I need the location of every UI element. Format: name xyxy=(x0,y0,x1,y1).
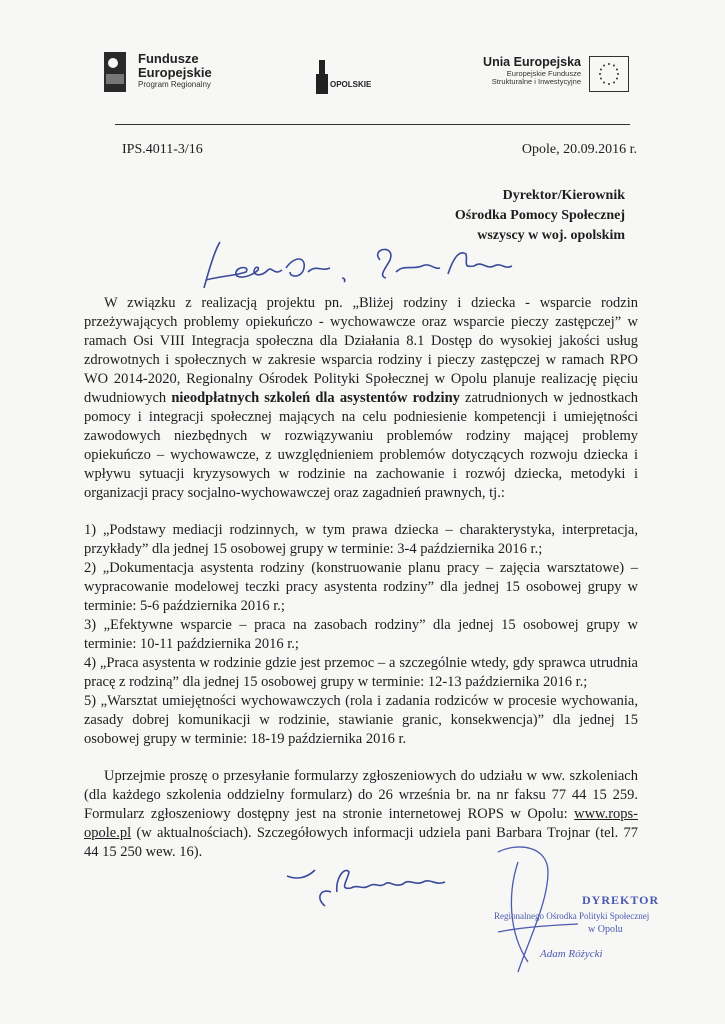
intro-paragraph xyxy=(84,294,638,503)
fe-emblem-icon xyxy=(104,52,126,92)
rops-website-link[interactable]: www.rops-opole.pl xyxy=(84,806,638,841)
addressee-line: Dyrektor/Kierownik xyxy=(502,188,625,203)
list-item: 2) „Dokumentacja asystenta rodziny (konstruowanie planu pracy – zajęcia warsztatowe) – wypracowanie modelowej teczki pracy asystenta rodziny” dla jednej 15 osobowej grupy w terminie: 5-6 października 2016 r.; xyxy=(84,560,638,614)
ue-logo-line1: Unia Europejska xyxy=(483,55,581,69)
eu-flag-icon xyxy=(589,56,629,92)
fe-logo-line2: Europejskie xyxy=(138,64,212,80)
reference-number: IPS.4011-3/16 xyxy=(122,142,203,157)
list-item: 5) „Warsztat umiejętności wychowawczych (rola i zadania rodziców w procesie wychowania, zasady dobrej komunikacji w rodzinie, stawianie granic, konsekwencja)” dla jednej 15 osobowej grupy w terminie: 18-19 października 2016 r. xyxy=(84,693,638,747)
stamp-organization: Regionalnego Ośrodka Polityki Społecznej xyxy=(494,911,650,921)
letter-date: Opole, 20.09.2016 r. xyxy=(521,142,637,157)
handwritten-salutation xyxy=(190,236,530,296)
intro-bold-text: nieodpłatnych szkoleń dla asystentów rodziny xyxy=(171,390,460,406)
handwritten-closing xyxy=(285,858,485,908)
list-item: 1) „Podstawy mediacji rodzinnych, w tym prawa dziecka – charakterystyka, interpretacja, przykłady” dla jednej 15 osobowej grupy w terminie: 3-4 października 2016 r.; xyxy=(84,522,638,557)
opolskie-label: OPOLSKIE xyxy=(330,80,372,89)
training-list xyxy=(84,521,638,749)
addressee-line: wszyscy w woj. opolskim xyxy=(477,228,625,243)
tower-icon xyxy=(319,60,325,94)
fe-logo-line3: Program Regionalny xyxy=(138,80,211,90)
intro-text: W związku z realizacją projektu pn. „Bliżej rodziny i dziecka - wsparcie rodzin przeżywających problemy opiekuńczo - wychowawcze oraz wsparcie pieczy zastępczej” w ramach Osi VIII Integracja społeczna dla Działania 8.1 Dostęp do wysokiej jakości usług zdrowotnych i społecznych w zakresie wsparcia rodziny i pieczy zastępczej w ramach RPO WO 2014-2020, Regionalny Ośrodek Polityki Społecznej w Opolu planuje realizację pięciu dwudniowych xyxy=(84,295,638,406)
ue-logo-line3: Strukturalne i Inwestycyjne xyxy=(491,77,581,86)
ue-logo-line2: Europejskie Fundusze xyxy=(506,68,581,78)
fundusze-europejskie-logo xyxy=(104,52,212,92)
stamp-signatory: Adam Różycki xyxy=(540,948,603,960)
closing-text: Uprzejmie proszę o przesyłanie formularzy zgłoszeniowych do udziału w ww. szkoleniach (dla każdego szkolenia oddzielny formularz) do 26 września br. na nr faksu 77 44 15 259. Formularz zgłoszeniowy dostępny jest na stronie internetowej ROPS w Opolu: xyxy=(84,768,638,822)
intro-text-continued: zatrudnionych w jednostkach pomocy i integracji społecznej mających na celu podniesienie kompetencji i umiejętności zawodowych niezbędnych w rozwiązywaniu problemów rodziny mającej problemy opiekuńczo – wychowawcze, z uwzględnieniem problemów dotyczących rozwoju dziecka i wpływu sytuacji kryzysowych w rodzinie na zachowanie i rozwój dziecka, metodyki i organizacji pracy socjalno-wychowawczej oraz zagadnień prawnych, tj.: xyxy=(84,390,638,501)
opolskie-logo xyxy=(306,60,378,100)
stamp-city: w Opolu xyxy=(588,924,623,935)
closing-text-continued: (w aktualnościach). Szczegółowych informacji udziela pani Barbara Trojnar (tel. 77 44 15 250 wew. 16). xyxy=(84,825,638,860)
fe-logo-line1: Fundusze xyxy=(138,51,199,66)
list-item: 4) „Praca asystenta w rodzinie gdzie jest przemoc – a szczególnie wtedy, gdy sprawca utrudnia pracę z rodziną” dla jednej 15 osobowej grupy w terminie: 12-13 października 2016 r.; xyxy=(84,655,638,690)
addressee-line: Ośrodka Pomocy Społecznej xyxy=(454,208,625,223)
header-divider xyxy=(115,124,630,125)
letter-body xyxy=(84,294,638,862)
stamp-title: DYREKTOR xyxy=(582,893,660,907)
list-item: 3) „Efektywne wsparcie – praca na zasobach rodziny” dla jednej 15 osobowej grupy w terminie: 10-11 października 2016 r.; xyxy=(84,617,638,652)
unia-europejska-logo xyxy=(483,56,629,92)
